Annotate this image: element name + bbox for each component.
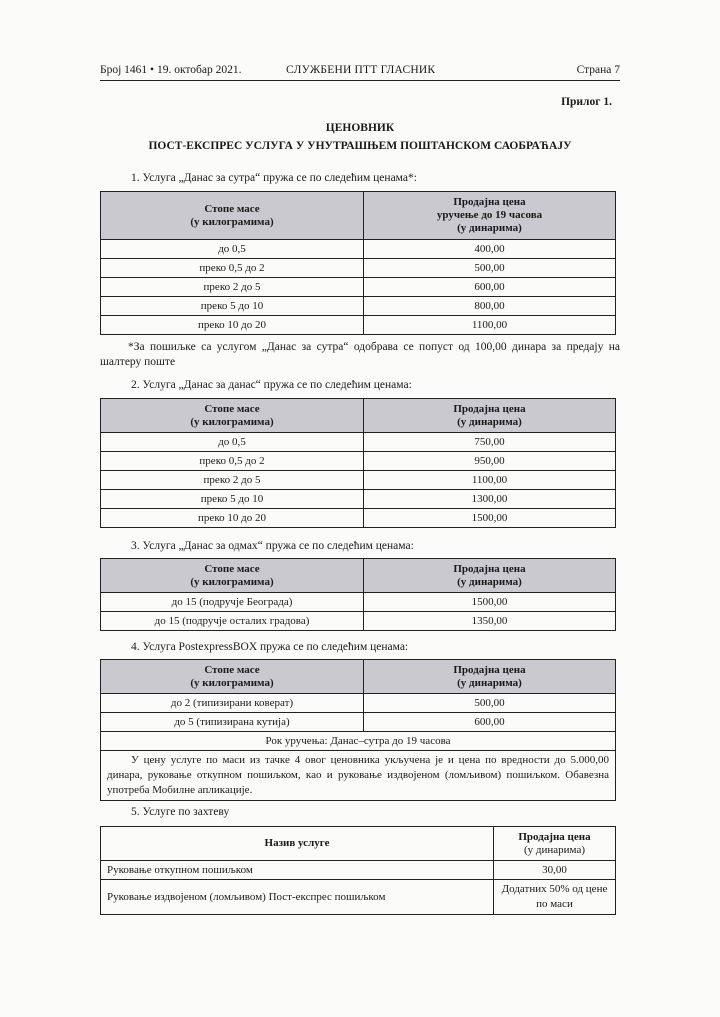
note-row: У цену услуге по маси из тачке 4 овог ценовника укључена је и цена по вредности до 5.000,00 динара, руковање откупном пошиљком, као и руковање издвојеном (ломљивом) пошиљком. Обавезна употреба Мобилне апликације.: [101, 751, 616, 801]
table-row: Руковање откупном пошиљком 30,00: [101, 861, 616, 880]
table-row: преко 0,5 до 2 500,00: [101, 259, 616, 278]
weight-column-header: Стопе масе (у килограмима): [101, 399, 364, 433]
section-1-note: *За пошиљке са услугом „Данас за сутра“ одобрава се попуст од 100,00 динара за предају на шалтеру поште: [100, 341, 620, 368]
weight-column-header: Стопе масе (у килограмима): [101, 559, 364, 593]
annex-label: Прилог 1.: [561, 96, 612, 108]
section-3-table: [100, 558, 616, 631]
table-row: преко 2 до 5 1100,00: [101, 471, 616, 490]
page-header: [100, 62, 620, 81]
service-name-column-header: Назив услуге: [101, 827, 494, 861]
page-number: Страна 7: [576, 64, 620, 76]
table-row: преко 5 до 10 1300,00: [101, 490, 616, 509]
table-row: преко 10 до 20 1500,00: [101, 509, 616, 528]
document-subtitle: ПОСТ-ЕКСПРЕС УСЛУГА У УНУТРАШЊЕМ ПОШТАНСКОМ САОБРАЋАЈУ: [148, 140, 572, 152]
table-row: преко 2 до 5 600,00: [101, 278, 616, 297]
section-4-table: [100, 659, 616, 801]
price-column-header: Продајна цена (у динарима): [364, 559, 616, 593]
section-2-table: [100, 398, 616, 528]
section-4-heading: 4. Услуга PostexpressBOX пружа се по следећим ценама:: [131, 641, 409, 653]
price-column-header: Продајна цена (у динарима): [364, 660, 616, 694]
weight-column-header: Стопе масе (у килограмима): [101, 192, 364, 240]
price-column-header: Продајна цена уручење до 19 часова (у динарима): [364, 192, 616, 240]
table-row: до 5 (типизирана кутија) 600,00: [101, 713, 616, 732]
table-row: до 0,5 750,00: [101, 433, 616, 452]
table-row: преко 0,5 до 2 950,00: [101, 452, 616, 471]
section-5-table: [100, 826, 616, 915]
weight-column-header: Стопе масе (у килограмима): [101, 660, 364, 694]
document-title: ЦЕНОВНИК: [325, 122, 395, 134]
section-3-heading: 3. Услуга „Данас за одмах“ пружа се по следећим ценама:: [131, 540, 414, 552]
price-column-header: Продајна цена (у динарима): [364, 399, 616, 433]
section-2-heading: 2. Услуга „Данас за данас“ пружа се по следећим ценама:: [131, 379, 412, 391]
table-row: до 15 (подручје осталих градова) 1350,00: [101, 612, 616, 631]
table-row: до 2 (типизирани коверат) 500,00: [101, 694, 616, 713]
journal-name: СЛУЖБЕНИ ПТТ ГЛАСНИК: [286, 64, 436, 76]
section-5-heading: 5. Услуге по захтеву: [131, 806, 230, 818]
section-1-table: [100, 191, 616, 335]
table-row: преко 5 до 10 800,00: [101, 297, 616, 316]
section-1-heading: 1. Услуга „Данас за сутра“ пружа се по следећим ценама*:: [131, 172, 417, 184]
table-row: Руковање издвојеном (ломљивом) Пост-експрес пошиљком Додатних 50% од цене по маси: [101, 880, 616, 915]
table-row: преко 10 до 20 1100,00: [101, 316, 616, 335]
issue-info: Број 1461 • 19. октобар 2021.: [100, 64, 242, 76]
price-column-header: Продајна цена (у динарима): [494, 827, 616, 861]
table-row: до 15 (подручје Београда) 1500,00: [101, 593, 616, 612]
table-row: до 0,5 400,00: [101, 240, 616, 259]
delivery-row: Рок уручења: Данас–сутра до 19 часова: [101, 732, 616, 751]
